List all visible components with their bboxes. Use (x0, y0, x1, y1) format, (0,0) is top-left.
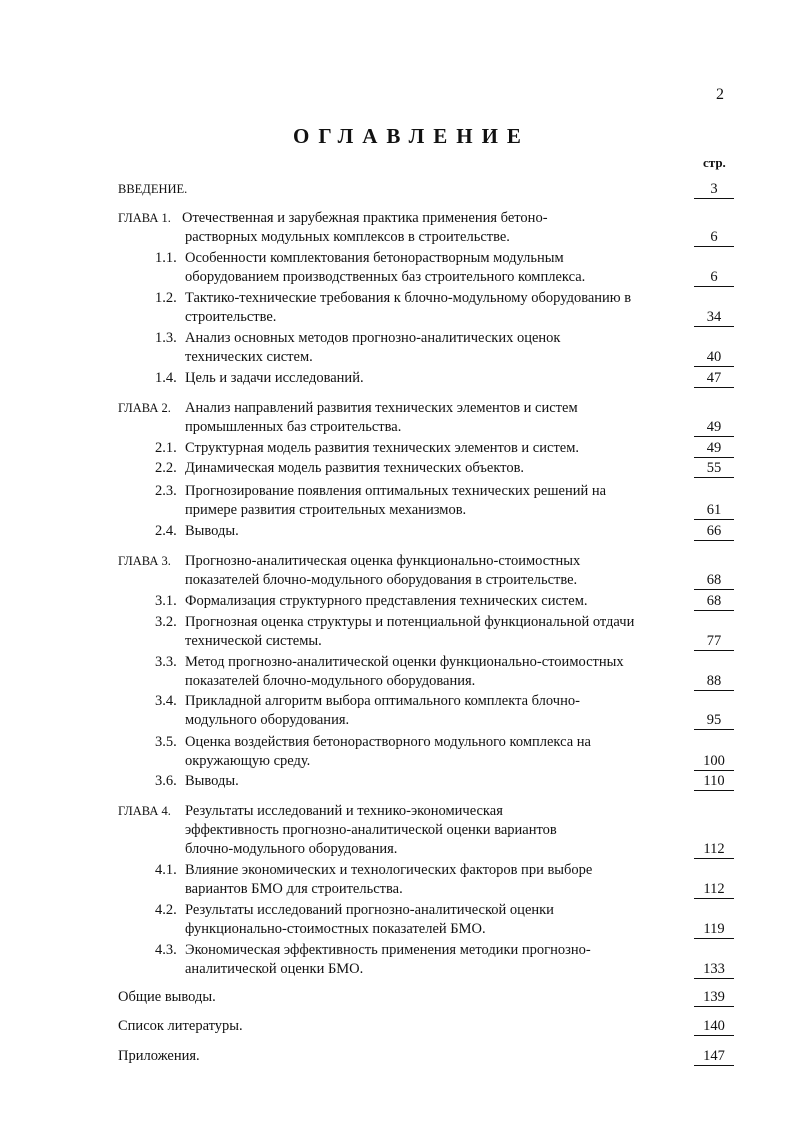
page-number: 2 (716, 86, 724, 103)
toc-page-number: 3 (694, 181, 734, 199)
toc-page-number: 139 (694, 989, 734, 1007)
toc-entry-text: оборудованием производственных баз строительного комплекса. (185, 269, 586, 285)
toc-entry-text: модульного оборудования. (185, 712, 350, 728)
toc-page-number: 112 (694, 841, 734, 859)
toc-page-number: 119 (694, 921, 734, 939)
toc-entry-label: 3.4. (155, 693, 177, 709)
toc-entry-text: аналитической оценки БМО. (185, 961, 364, 977)
toc-entry-text: Формализация структурного представления технических систем. (185, 593, 588, 609)
toc-entry-text: Влияние экономических и технологических факторов при выборе (185, 862, 593, 878)
toc-entry-text: технической системы. (185, 633, 322, 649)
page-column-label: стр. (703, 155, 726, 170)
toc-entry-text: эффективность прогнозно-аналитической оценки вариантов (185, 822, 557, 838)
toc-page-number: 66 (694, 523, 734, 541)
toc-entry-label: ГЛАВА 2. (118, 401, 171, 415)
toc-page-number: 133 (694, 961, 734, 979)
toc-page-number: 40 (694, 349, 734, 367)
toc-entry-text: Экономическая эффективность применения методики прогнозно- (185, 942, 591, 958)
toc-entry-text: технических систем. (185, 349, 313, 365)
toc-entry-text: Цель и задачи исследований. (185, 370, 364, 386)
toc-entry-text: Результаты исследований прогнозно-аналитической оценки (185, 902, 554, 918)
toc-page-number: 112 (694, 881, 734, 899)
toc-entry-text: показателей блочно-модульного оборудования в строительстве. (185, 572, 578, 588)
toc-entry-text: Метод прогнозно-аналитической оценки функционально-стоимостных (185, 654, 624, 670)
toc-entry-label: 1.3. (155, 330, 177, 346)
toc-entry-text: Особенности комплектования бетонорастворным модульным (185, 250, 564, 266)
toc-entry-label: 3.5. (155, 734, 177, 750)
toc-page-number: 147 (694, 1048, 734, 1066)
toc-page-number: 61 (694, 502, 734, 520)
toc-entry-text: Результаты исследований и технико-экономическая (185, 803, 503, 819)
toc-entry-label: 2.3. (155, 483, 177, 499)
toc-entry-text: блочно-модульного оборудования. (185, 841, 398, 857)
toc-entry-label: Общие выводы. (118, 989, 216, 1005)
toc-entry-text: Прогнозирование появления оптимальных технических решений на (185, 483, 607, 499)
toc-entry-text: примере развития строительных механизмов. (185, 502, 467, 518)
toc-entry-label: 1.2. (155, 290, 177, 306)
toc-entry-label: 1.1. (155, 250, 177, 266)
toc-entry-text: Оценка воздействия бетонорастворного модульного комплекса на (185, 734, 591, 750)
toc-page-number: 47 (694, 370, 734, 388)
toc-entry-text: промышленных баз строительства. (185, 419, 402, 435)
toc-entry-label: ВВЕДЕНИЕ. (118, 182, 188, 196)
toc-entry-label: 4.1. (155, 862, 177, 878)
page-title: ОГЛАВЛЕНИЕ (293, 124, 530, 148)
toc-entry-label: Список литературы. (118, 1018, 243, 1034)
toc-page-number: 6 (694, 269, 734, 287)
toc-entry-label: 3.6. (155, 773, 177, 789)
toc-entry-text: вариантов БМО для строительства. (185, 881, 403, 897)
toc-entry-label: 2.1. (155, 440, 177, 456)
toc-entry-label: ГЛАВА 3. (118, 554, 171, 568)
toc-page-number: 140 (694, 1018, 734, 1036)
toc-page-number: 95 (694, 712, 734, 730)
toc-entry-text: Выводы. (185, 523, 239, 539)
toc-entry-label: 3.2. (155, 614, 177, 630)
toc-entry-text: Тактико-технические требования к блочно-модульному оборудованию в (185, 290, 632, 306)
toc-entry-text: показателей блочно-модульного оборудования. (185, 673, 476, 689)
toc-entry-text: Прогнозно-аналитическая оценка функционально-стоимостных (185, 553, 581, 569)
toc-entry-text: Анализ основных методов прогнозно-аналитических оценок (185, 330, 561, 346)
toc-entry-label: 3.1. (155, 593, 177, 609)
toc-page-number: 88 (694, 673, 734, 691)
toc-entry-text: строительстве. (185, 309, 277, 325)
toc-page-number: 68 (694, 593, 734, 611)
toc-entry-text: Анализ направлений развития технических элементов и систем (185, 400, 578, 416)
toc-entry-text: Прикладной алгоритм выбора оптимального комплекта блочно- (185, 693, 580, 709)
toc-entry-label: ГЛАВА 1. (118, 211, 171, 225)
toc-page-number: 6 (694, 229, 734, 247)
toc-entry-text: растворных модульных комплексов в строительстве. (185, 229, 510, 245)
toc-entry-text: Прогнозная оценка структуры и потенциальной функциональной отдачи (185, 614, 635, 630)
toc-entry-label: 1.4. (155, 370, 177, 386)
toc-page-number: 110 (694, 773, 734, 791)
toc-entry-text: Выводы. (185, 773, 239, 789)
toc-entry-label: 4.3. (155, 942, 177, 958)
toc-entry-text: окружающую среду. (185, 753, 311, 769)
toc-page-number: 77 (694, 633, 734, 651)
toc-page-number: 49 (694, 419, 734, 437)
toc-entry-label: 3.3. (155, 654, 177, 670)
toc-entry-label: 2.2. (155, 460, 177, 476)
toc-page-number: 100 (694, 753, 734, 771)
toc-entry-text: Динамическая модель развития технических объектов. (185, 460, 525, 476)
toc-entry-label: ГЛАВА 4. (118, 804, 171, 818)
toc-entry-text: функционально-стоимостных показателей БМО. (185, 921, 486, 937)
toc-entry-label: Приложения. (118, 1048, 200, 1064)
toc-page-number: 34 (694, 309, 734, 327)
toc-page-number: 68 (694, 572, 734, 590)
toc-entry-text: Отечественная и зарубежная практика применения бетоно- (182, 210, 548, 226)
toc-entry-label: 2.4. (155, 523, 177, 539)
toc-page-number: 55 (694, 460, 734, 478)
toc-entry-text: Структурная модель развития технических элементов и систем. (185, 440, 580, 456)
toc-entry-label: 4.2. (155, 902, 177, 918)
toc-page-number: 49 (694, 440, 734, 458)
